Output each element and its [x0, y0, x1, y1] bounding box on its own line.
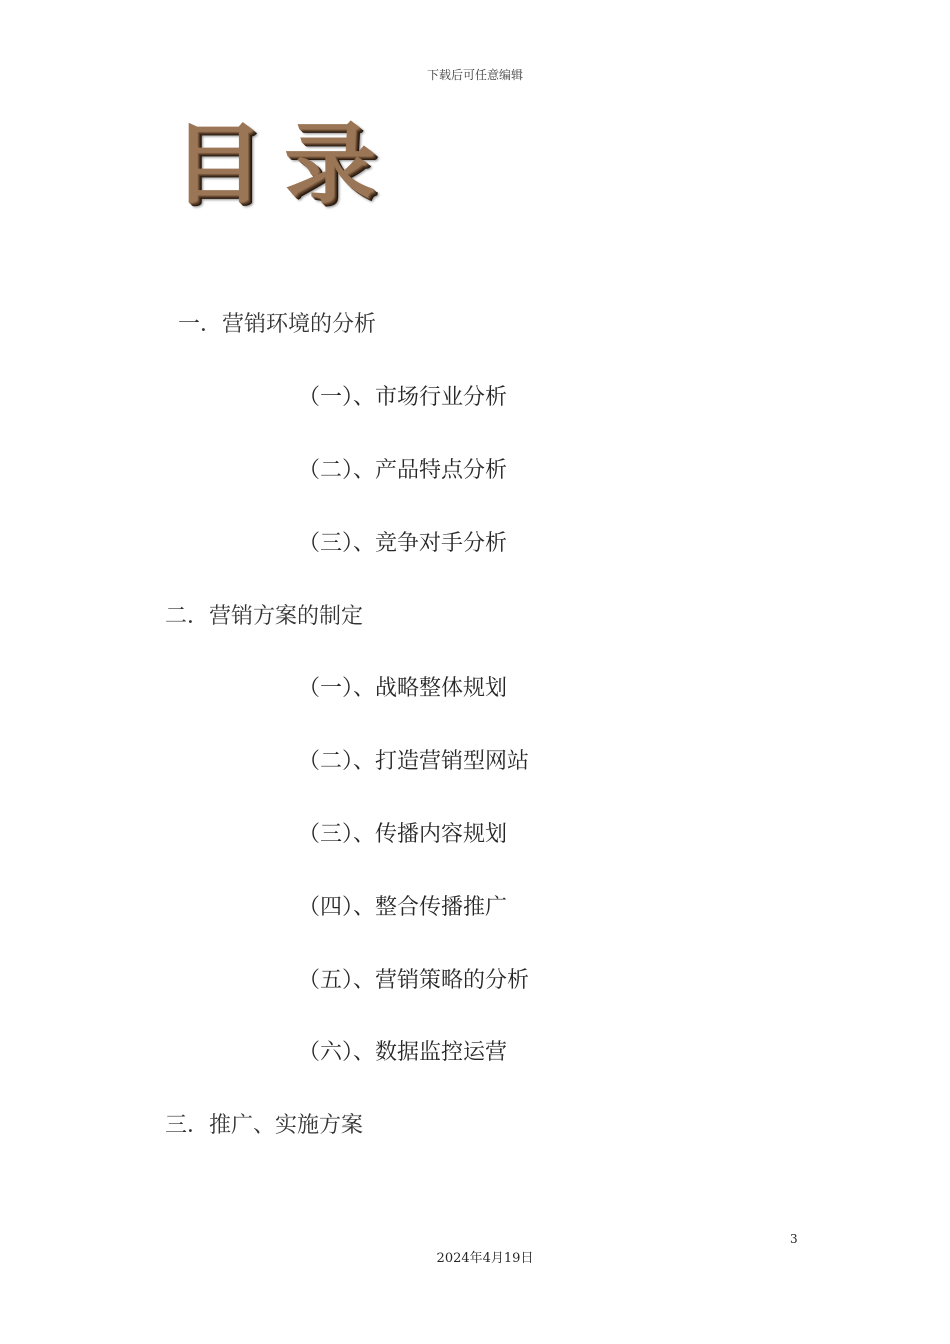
toc-section-heading[interactable]: 一．营销环境的分析 — [178, 312, 377, 337]
toc-subsection-item[interactable]: （一）、市场行业分析 — [298, 385, 508, 410]
toc-subsection-item[interactable]: （二）、打造营销型网站 — [298, 749, 530, 774]
toc-title: 目录 — [172, 112, 397, 216]
toc-subsection-item[interactable]: （四）、整合传播推广 — [298, 895, 508, 920]
toc-section-heading[interactable]: 二．营销方案的制定 — [165, 604, 364, 629]
toc-subsection-item[interactable]: （一）、战略整体规划 — [298, 676, 508, 701]
toc-subsection-item[interactable]: （二）、产品特点分析 — [298, 458, 508, 483]
toc-section-heading[interactable]: 三．推广、实施方案 — [165, 1113, 364, 1138]
footer-date: 2024年4月19日 — [436, 1251, 534, 1266]
page-number: 3 — [790, 1232, 798, 1246]
page-header-note: 下载后可任意编辑 — [426, 68, 523, 82]
toc-subsection-item[interactable]: （三）、传播内容规划 — [298, 822, 508, 847]
toc-subsection-item[interactable]: （六）、数据监控运营 — [298, 1040, 508, 1065]
toc-subsection-item[interactable]: （三）、竞争对手分析 — [298, 531, 508, 556]
toc-subsection-item[interactable]: （五）、营销策略的分析 — [298, 968, 530, 993]
